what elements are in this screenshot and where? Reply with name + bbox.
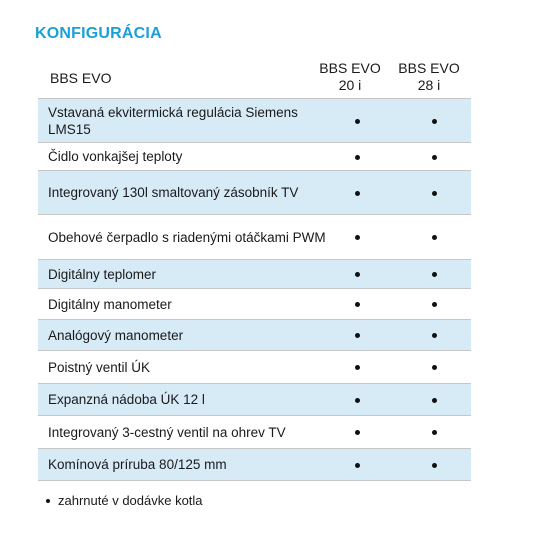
table-row — [38, 143, 471, 171]
included-dot-20i — [355, 191, 360, 196]
included-dot-28i — [432, 191, 437, 196]
feature-label — [48, 384, 328, 415]
included-dot-28i — [432, 398, 437, 403]
table-row — [38, 449, 471, 481]
section-title: KONFIGURÁCIA — [35, 25, 162, 42]
included-dot-28i — [432, 235, 437, 240]
feature-text: Integrovaný 130l smaltovaný zásobník TV — [48, 185, 299, 200]
feature-text: Expanzná nádoba ÚK 12 l — [48, 392, 205, 407]
feature-label — [48, 143, 328, 170]
table-row — [38, 351, 471, 384]
feature-label — [48, 171, 328, 214]
included-dot-28i — [432, 365, 437, 370]
feature-label — [48, 351, 328, 383]
included-dot-28i — [432, 119, 437, 124]
feature-label — [48, 289, 328, 319]
included-dot-28i — [432, 430, 437, 435]
table-row — [38, 384, 471, 416]
feature-text: Digitálny teplomer — [48, 266, 157, 282]
table-row — [38, 289, 471, 320]
feature-label — [48, 320, 328, 350]
feature-table — [38, 99, 471, 481]
feature-text: Poistný ventil ÚK — [48, 359, 151, 375]
included-dot-28i — [432, 302, 437, 307]
included-dot-20i — [355, 155, 360, 160]
feature-label — [48, 449, 328, 480]
table-row — [38, 320, 471, 351]
feature-text: Vstavaná ekvitermická regulácia Siemens LMS15 — [48, 104, 298, 137]
feature-label — [48, 416, 328, 448]
feature-text: Obehové čerpadlo s riadenými otáčkami PWM — [48, 229, 326, 245]
included-dot-20i — [355, 272, 360, 277]
feature-label — [48, 260, 328, 288]
table-row — [38, 215, 471, 260]
product-name: BBS EVO — [50, 70, 112, 86]
feature-text: Čidlo vonkajšej teploty — [48, 149, 183, 164]
feature-text: Integrovaný 3-cestný ventil na ohrev TV — [48, 424, 286, 440]
table-header — [38, 58, 473, 98]
feature-text: Analógový manometer — [48, 327, 184, 343]
table-row — [38, 416, 471, 449]
column-header-28i-label: BBS EVO 28 i — [398, 60, 460, 93]
included-dot-28i — [432, 463, 437, 468]
included-dot-20i — [355, 235, 360, 240]
included-dot-20i — [355, 463, 360, 468]
included-dot-28i — [432, 272, 437, 277]
included-dot-20i — [355, 365, 360, 370]
column-header-20i-label: BBS EVO 20 i — [319, 60, 381, 93]
legend — [40, 493, 203, 508]
column-header-20i — [310, 60, 390, 94]
feature-label — [48, 99, 328, 142]
feature-text: Digitálny manometer — [48, 296, 172, 312]
included-dot-20i — [355, 398, 360, 403]
column-header-28i — [389, 60, 469, 94]
included-dot-28i — [432, 155, 437, 160]
table-row — [38, 99, 471, 143]
included-dot-20i — [355, 302, 360, 307]
table-row — [38, 260, 471, 289]
included-dot-20i — [355, 333, 360, 338]
table-row — [38, 171, 471, 215]
feature-label — [48, 215, 328, 259]
included-dot-20i — [355, 430, 360, 435]
legend-text: zahrnuté v dodávke kotla — [58, 493, 203, 508]
feature-text: Komínová príruba 80/125 mm — [48, 457, 227, 472]
included-dot-20i — [355, 119, 360, 124]
bullet-icon — [46, 499, 50, 503]
included-dot-28i — [432, 333, 437, 338]
